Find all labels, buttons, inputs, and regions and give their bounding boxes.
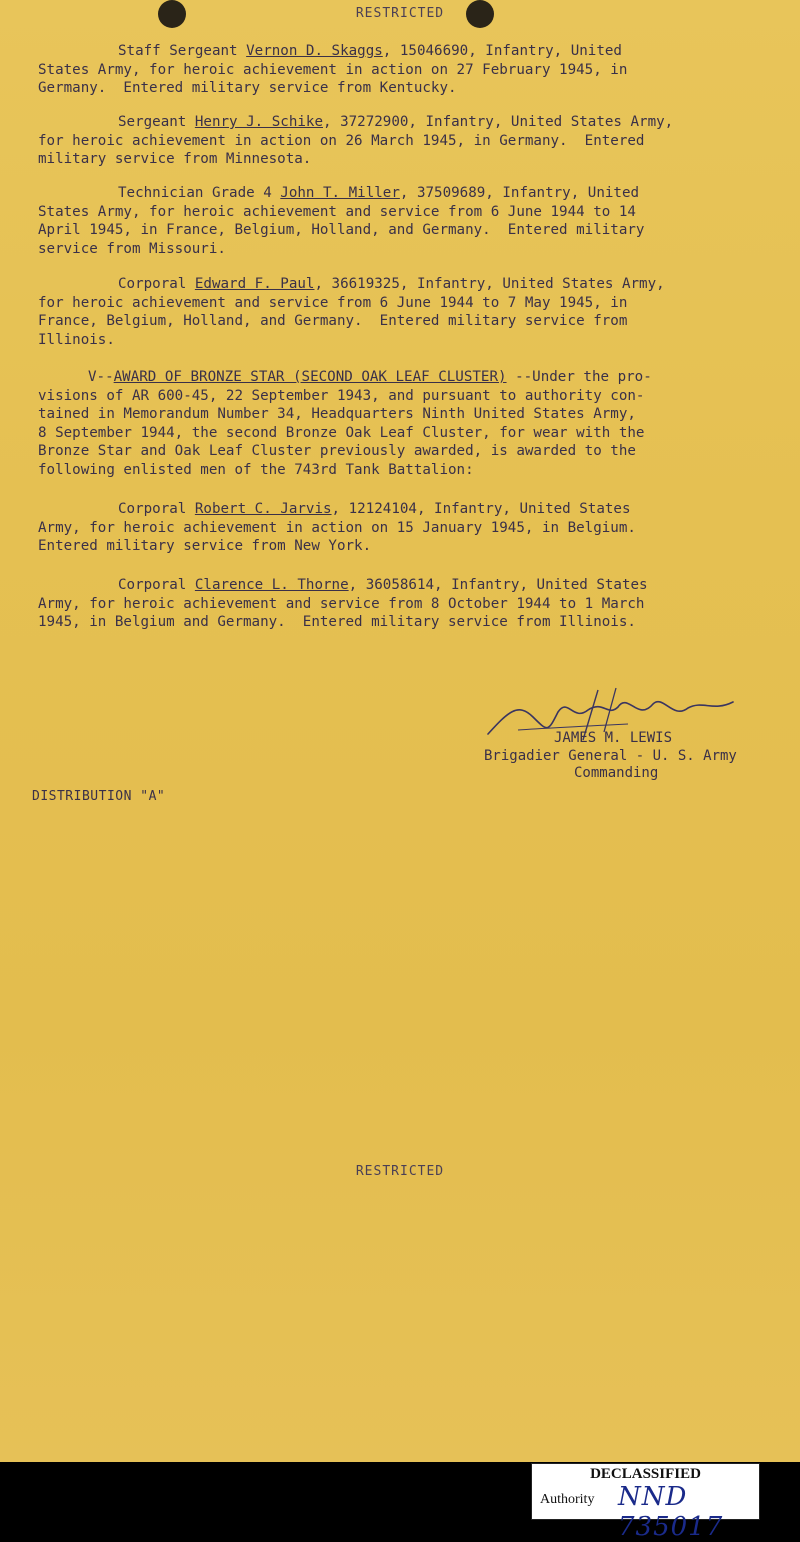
recipient-name: Robert C. Jarvis — [194, 501, 332, 517]
stamp-title: DECLASSIFIED — [590, 1466, 701, 1482]
stamp-authority-label: Authority — [540, 1492, 595, 1507]
declassified-stamp — [531, 1463, 760, 1542]
citation-paragraph: Sergeant Henry J. Schike, 37272900, Infantry, United States Army, for heroic achievement in action on 26 March 1945, in Germany. Entered military service from Minnesota. — [38, 114, 674, 167]
distribution-line: DISTRIBUTION "A" — [32, 789, 166, 804]
classification-header: RESTRICTED — [355, 6, 445, 21]
award-title: AWARD OF BRONZE STAR (SECOND OAK LEAF CLUSTER) — [113, 369, 507, 385]
citation-paragraph: Corporal Edward F. Paul, 36619325, Infantry, United States Army, for heroic achievement and service from 6 June 1944 to 7 May 1945, in France, Belgium, Holland, and Germany. Entered military service from Illinois. — [38, 276, 665, 348]
citation-paragraph: Corporal Clarence L. Thorne, 36058614, Infantry, United States Army, for heroic achievement and service from 8 October 1944 to 1 March 1945, in Belgium and Germany. Entered military service from Illinois. — [38, 577, 648, 630]
citation-paragraph: Technician Grade 4 John T. Miller, 37509689, Infantry, United States Army, for heroic achievement and service from 6 June 1944 to 14 April 1945, in France, Belgium, Holland, and Germany. Entered military service from Missouri. — [38, 185, 645, 257]
recipient-name: Clarence L. Thorne — [194, 577, 349, 593]
recipient-name: John T. Miller — [280, 185, 400, 201]
award-section: V--AWARD OF BRONZE STAR (SECOND OAK LEAF CLUSTER) --Under the pro- visions of AR 600-45, 22 September 1943, and pursuant to authority con- tained in Memorandum Number 34, Headquarters Ninth United States Army, 8 September 1944, the second Bronze Oak Leaf Cluster, for wear with the Bronze Star and Oak Leaf Cluster previously awarded, is awarded to the following enlisted men of the 743rd Tank Battalion: — [38, 369, 652, 478]
signer-name: JAMES M. LEWIS — [554, 730, 673, 746]
signer-role: Commanding — [574, 765, 659, 781]
recipient-name: Edward F. Paul — [194, 276, 315, 292]
signature-block — [484, 730, 737, 783]
stamp-authority-value: NND 735017 — [618, 1482, 724, 1542]
recipient-name: Vernon D. Skaggs — [246, 43, 383, 59]
citation-paragraph: Corporal Robert C. Jarvis, 12124104, Infantry, United States Army, for heroic achievement in action on 15 January 1945, in Belgium. Entered military service from New York. — [38, 501, 636, 554]
recipient-name: Henry J. Schike — [194, 114, 323, 130]
signer-rank: Brigadier General - U. S. Army — [484, 747, 737, 764]
citation-paragraph: Staff Sergeant Vernon D. Skaggs, 15046690, Infantry, United States Army, for heroic achievement in action on 27 February 1945, in Germany. Entered military service from Kentucky. — [38, 43, 628, 96]
classification-footer: RESTRICTED — [355, 1164, 445, 1179]
